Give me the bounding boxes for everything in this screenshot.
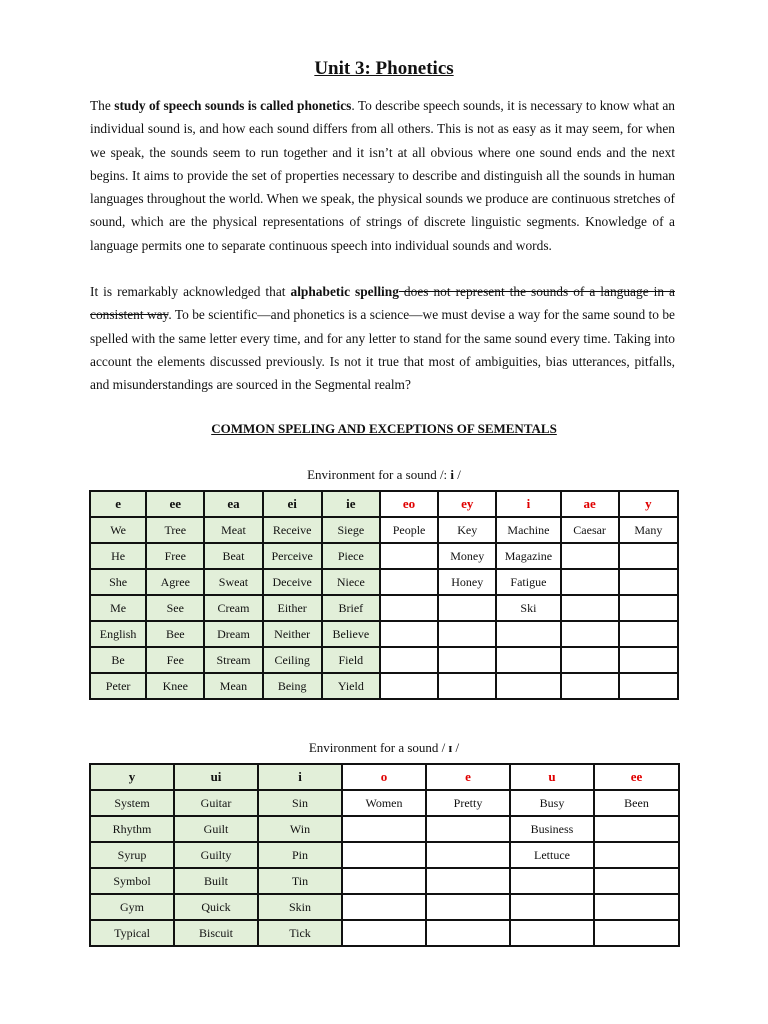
table-cell: Ceiling [263, 647, 322, 673]
table-row [90, 595, 678, 621]
table-cell: Tin [258, 868, 342, 894]
table-cell: Cream [204, 595, 262, 621]
column-header: ey [438, 491, 496, 517]
table-cell: Honey [438, 569, 496, 595]
table-cell [426, 816, 510, 842]
table-cell [380, 647, 438, 673]
column-header: ae [561, 491, 619, 517]
table-row [90, 673, 678, 699]
table-cell: Been [594, 790, 679, 816]
column-header: eo [380, 491, 438, 517]
table-cell [561, 595, 619, 621]
table-cell: See [146, 595, 204, 621]
table-cell: Meat [204, 517, 262, 543]
table1-header-row [90, 491, 678, 517]
table-cell [619, 543, 678, 569]
table2-caption-end: / [452, 740, 460, 755]
table-cell [561, 569, 619, 595]
table-cell: Stream [204, 647, 262, 673]
table-cell: Win [258, 816, 342, 842]
table-cell: Magazine [496, 543, 560, 569]
table-cell: Bee [146, 621, 204, 647]
table-row [90, 920, 679, 946]
table-cell [594, 920, 679, 946]
table-cell: Being [263, 673, 322, 699]
table-cell [561, 543, 619, 569]
table-row [90, 816, 679, 842]
table-cell [594, 894, 679, 920]
table-cell [438, 673, 496, 699]
table-cell: Yield [322, 673, 380, 699]
table-cell: He [90, 543, 146, 569]
table-cell [510, 894, 594, 920]
table-row [90, 842, 679, 868]
table-cell: Gym [90, 894, 174, 920]
p2-rest: . To be scientific—and phonetics is a science—we must devise a way for the same sound to be spelled with the same letter every time, and for any letter to stand for the same sound every time. Taking into account the elements discussed previously. Is not it true that most of ambiguities, bias utterances, pitfalls, and misunderstandings are sourced in the Segmental realm? [90, 307, 675, 393]
table-cell [619, 647, 678, 673]
table-cell [510, 920, 594, 946]
table2-caption-text: Environment for a sound / [308, 740, 449, 755]
table-cell [426, 920, 510, 946]
table-cell [342, 842, 426, 868]
table-cell [496, 673, 560, 699]
p2-strikethrough: does not represent the sounds of a language in a consistent way [90, 284, 675, 323]
table-sound-short-i [89, 763, 680, 947]
table-cell: Machine [496, 517, 560, 543]
column-header: e [90, 491, 146, 517]
table-cell: She [90, 569, 146, 595]
table-cell [380, 621, 438, 647]
column-header: u [510, 764, 594, 790]
table-cell [619, 673, 678, 699]
table-cell [594, 842, 679, 868]
table-cell [380, 569, 438, 595]
table-cell: Piece [322, 543, 380, 569]
table-cell: Symbol [90, 868, 174, 894]
table-cell: Typical [90, 920, 174, 946]
table-cell: System [90, 790, 174, 816]
table-cell [342, 894, 426, 920]
table-cell [561, 621, 619, 647]
table-cell: Fee [146, 647, 204, 673]
table-cell: Knee [146, 673, 204, 699]
table-cell [342, 868, 426, 894]
table1-caption-text: Environment for a sound /: [307, 467, 451, 482]
table-cell: Guilty [174, 842, 258, 868]
table-cell: Deceive [263, 569, 322, 595]
p1-bold: study of speech sounds is called phonetics [114, 98, 352, 113]
table-cell [594, 868, 679, 894]
table-cell: Rhythm [90, 816, 174, 842]
table-cell: Tick [258, 920, 342, 946]
table-cell: Tree [146, 517, 204, 543]
table-cell: English [90, 621, 146, 647]
table-cell: Sweat [204, 569, 262, 595]
table1-caption-end: / [454, 467, 461, 482]
table-cell: Money [438, 543, 496, 569]
table-cell: Women [342, 790, 426, 816]
table-row [90, 868, 679, 894]
table-cell: Key [438, 517, 496, 543]
table-cell [438, 647, 496, 673]
table-cell: Fatigue [496, 569, 560, 595]
column-header: ui [174, 764, 258, 790]
table-cell: Built [174, 868, 258, 894]
table-cell: Guilt [174, 816, 258, 842]
table-cell [619, 569, 678, 595]
table-cell [426, 868, 510, 894]
table-sound-i [89, 490, 679, 700]
table-cell: Believe [322, 621, 380, 647]
table-cell: Pretty [426, 790, 510, 816]
table2-caption-symbol: ɪ [448, 740, 453, 755]
table-cell: Peter [90, 673, 146, 699]
column-header: i [496, 491, 560, 517]
table-cell: Me [90, 595, 146, 621]
table-cell: Agree [146, 569, 204, 595]
column-header: ei [263, 491, 322, 517]
table-cell: Perceive [263, 543, 322, 569]
table-cell [496, 647, 560, 673]
table-cell: Sin [258, 790, 342, 816]
table-cell: Caesar [561, 517, 619, 543]
table-row [90, 517, 678, 543]
column-header: i [258, 764, 342, 790]
column-header: ee [594, 764, 679, 790]
table-row [90, 543, 678, 569]
table-row [90, 894, 679, 920]
table-cell: Pin [258, 842, 342, 868]
table2-caption [0, 740, 768, 756]
table-cell: Niece [322, 569, 380, 595]
table-cell [380, 595, 438, 621]
table-cell: Siege [322, 517, 380, 543]
table-row [90, 647, 678, 673]
table-cell: Mean [204, 673, 262, 699]
table-cell [561, 673, 619, 699]
table-cell [426, 894, 510, 920]
column-header: o [342, 764, 426, 790]
table-cell: Business [510, 816, 594, 842]
table-cell: Quick [174, 894, 258, 920]
table-cell: Brief [322, 595, 380, 621]
table-cell: Lettuce [510, 842, 594, 868]
table-row [90, 621, 678, 647]
table-cell: Be [90, 647, 146, 673]
column-header: y [619, 491, 678, 517]
table-cell: Free [146, 543, 204, 569]
table-cell: Guitar [174, 790, 258, 816]
p2-bold: alphabetic spelling [290, 284, 399, 299]
table-cell: Neither [263, 621, 322, 647]
p1-lead: The [90, 98, 115, 113]
table1-caption-symbol: i [450, 467, 455, 482]
table2-header-row [90, 764, 679, 790]
table-cell: Either [263, 595, 322, 621]
p1-rest: . To describe speech sounds, it is necessary to know what an individual sound is, and how each sound differs from all others. This is not as easy as it may seem, for when we speak, the sounds seem to run together and it isn’t at all obvious where one sound ends and the next begins. It aims to provide the set of properties necessary to describe and distinguish all the sounds in human languages throughout the world. When we speak, the physical sounds we produce are continuous stretches of sound, which are the physical representations of strings of discrete linguistic segments. Knowledge of a language permits one to separate continuous speech into individual sounds and words. [90, 98, 675, 253]
p2-lead: It is remarkably acknowledged that [90, 284, 291, 299]
table-cell: Receive [263, 517, 322, 543]
table-cell: Skin [258, 894, 342, 920]
table1-caption [0, 467, 768, 483]
table-cell [594, 816, 679, 842]
table-cell: Ski [496, 595, 560, 621]
table-cell: Field [322, 647, 380, 673]
column-header: ea [204, 491, 262, 517]
table-cell: Biscuit [174, 920, 258, 946]
table-cell: Many [619, 517, 678, 543]
table-cell [496, 621, 560, 647]
table-cell [342, 816, 426, 842]
table-row [90, 569, 678, 595]
table-cell: Dream [204, 621, 262, 647]
table-cell [342, 920, 426, 946]
table-cell: People [380, 517, 438, 543]
column-header: y [90, 764, 174, 790]
column-header: ie [322, 491, 380, 517]
table-cell [619, 621, 678, 647]
table-cell: Busy [510, 790, 594, 816]
table-cell [561, 647, 619, 673]
table-cell [619, 595, 678, 621]
spelling-paragraph [90, 280, 675, 396]
table-cell [380, 673, 438, 699]
intro-paragraph [90, 94, 675, 257]
page-title: Unit 3: Phonetics [314, 58, 454, 79]
table-cell [510, 868, 594, 894]
column-header: e [426, 764, 510, 790]
table-cell: We [90, 517, 146, 543]
table-cell: Syrup [90, 842, 174, 868]
column-header: ee [146, 491, 204, 517]
table-cell: Beat [204, 543, 262, 569]
table-row [90, 790, 679, 816]
table-cell [438, 621, 496, 647]
section-heading: COMMON SPELING AND EXCEPTIONS OF SEMENTALS [211, 421, 557, 436]
table-cell [380, 543, 438, 569]
table-cell [426, 842, 510, 868]
table-cell [438, 595, 496, 621]
